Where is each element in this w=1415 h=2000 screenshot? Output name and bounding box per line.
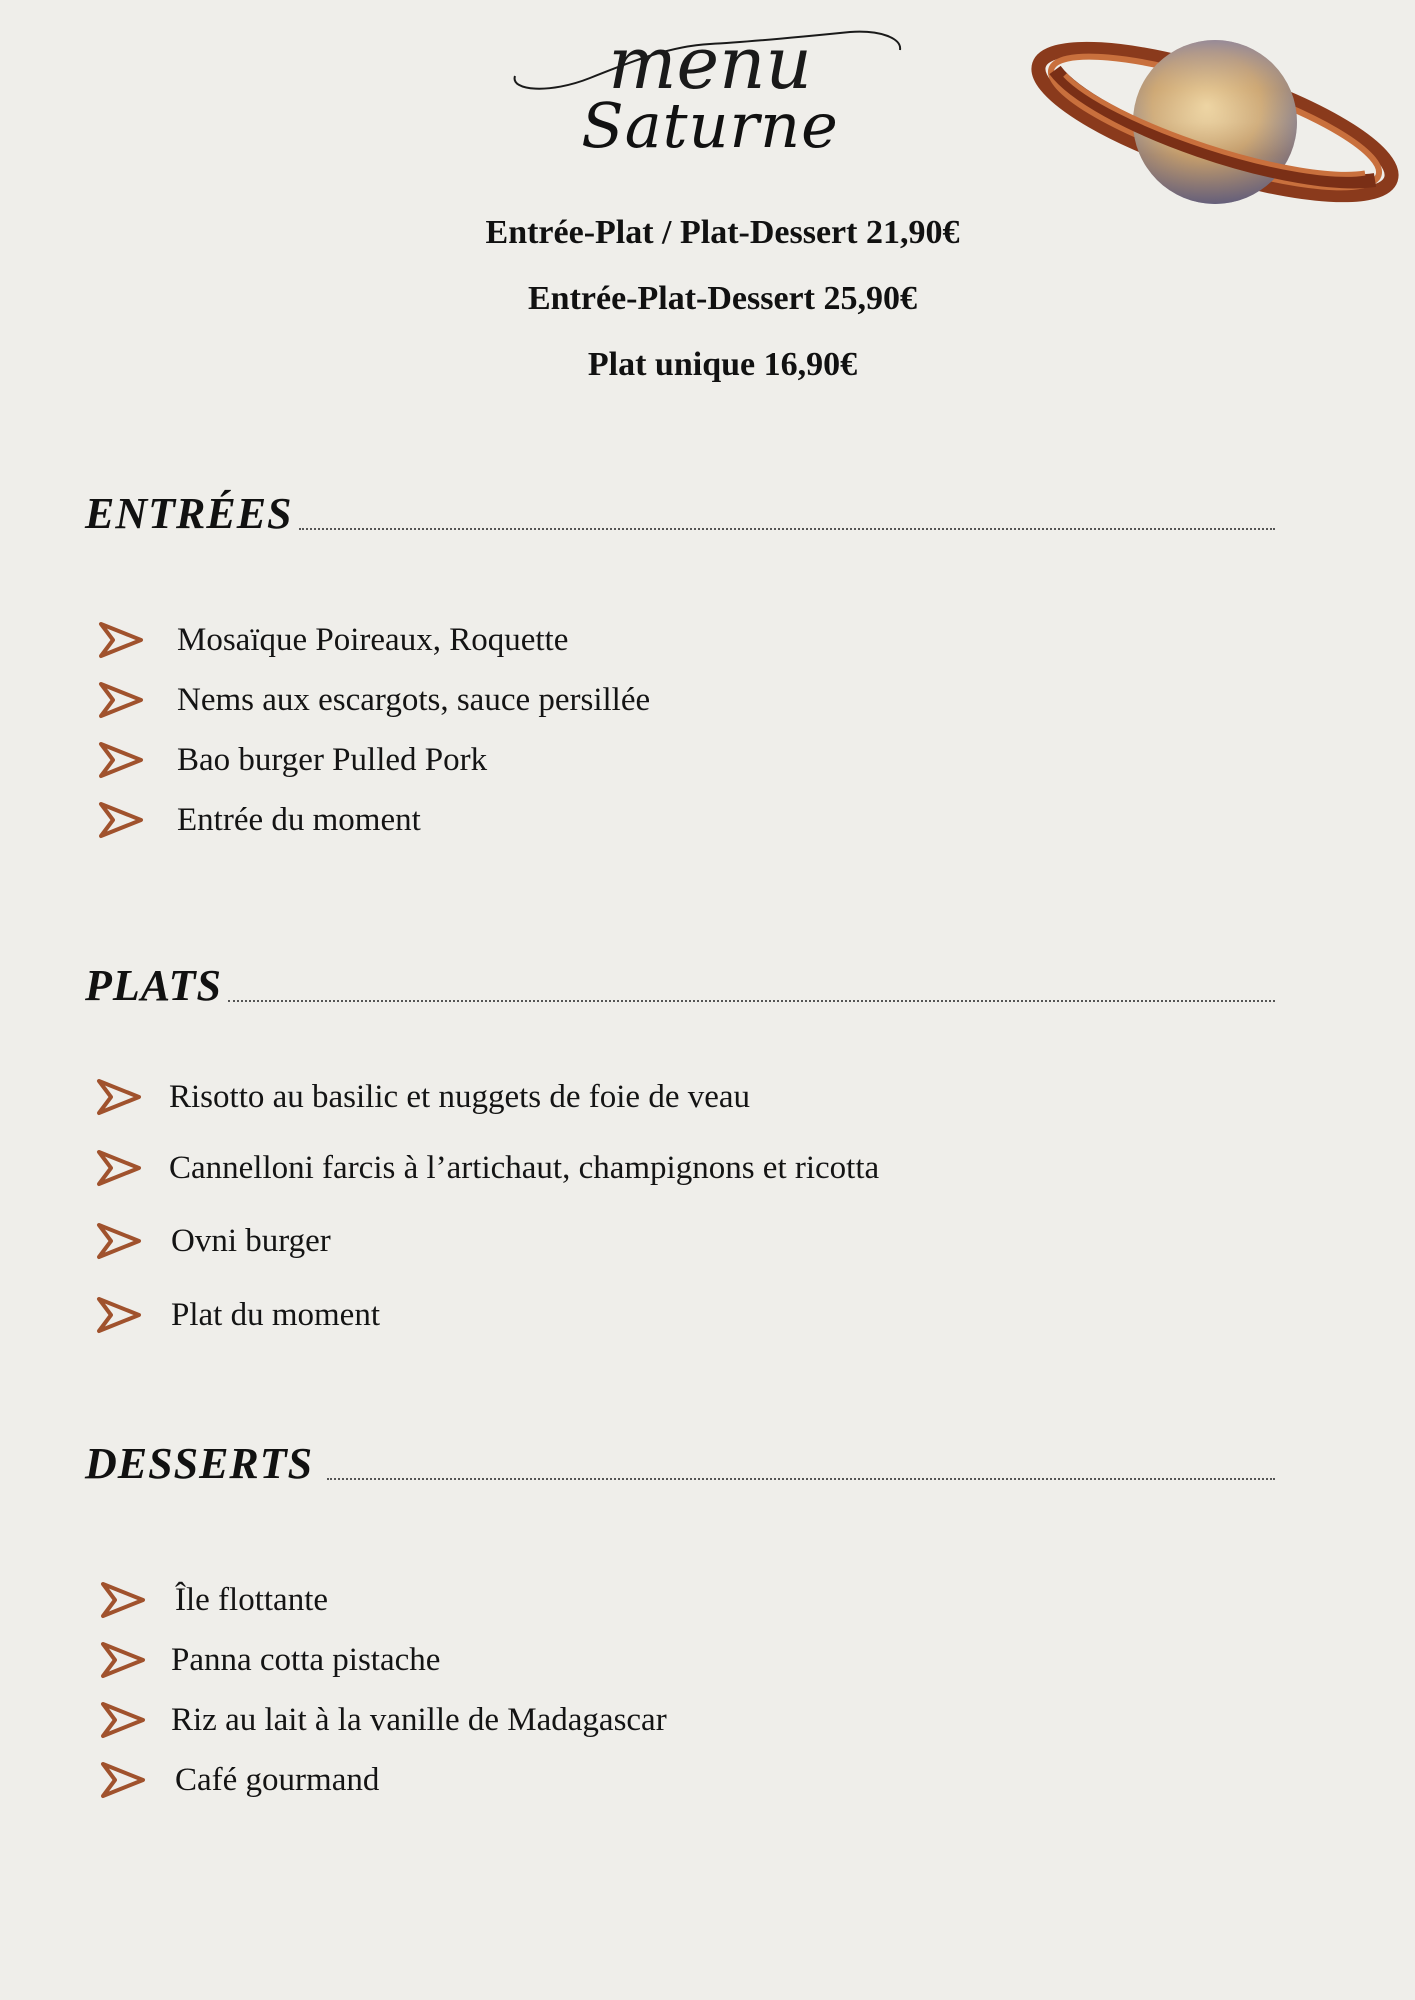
chevron-arrow-icon (97, 1578, 149, 1622)
list-item (97, 1750, 667, 1810)
item-label: Risotto au basilic et nuggets de foie de veau (169, 1078, 751, 1115)
list-item (95, 790, 650, 850)
price-single-dish: Plat unique 16,90€ (587, 346, 858, 383)
section-plats (85, 952, 1275, 1333)
price-list (0, 200, 1415, 398)
item-label: Bao burger Pulled Pork (177, 741, 488, 778)
dotted-divider (327, 1478, 1275, 1480)
price-formula-two: Entrée-Plat / Plat-Dessert 21,90€ (485, 214, 960, 251)
chevron-arrow-icon (97, 1758, 149, 1802)
item-label: Riz au lait à la vanille de Madagascar (171, 1701, 667, 1738)
dotted-divider (228, 1000, 1275, 1002)
list-item (93, 1062, 879, 1132)
section-header (85, 1430, 1275, 1486)
list-item (97, 1690, 667, 1750)
item-list (95, 610, 650, 850)
chevron-arrow-icon (93, 1075, 145, 1119)
list-item (97, 1570, 667, 1630)
list-item (93, 1132, 879, 1204)
item-label: Entrée du moment (177, 801, 421, 838)
section-entrees (85, 480, 1275, 838)
section-header (85, 952, 1275, 1008)
item-label: Nems aux escargots, sauce persillée (177, 681, 651, 718)
section-title: DESSERTS (85, 1439, 314, 1488)
section-header (85, 480, 1275, 536)
saturn-planet-icon (1025, 30, 1405, 220)
item-list (97, 1570, 667, 1810)
chevron-arrow-icon (97, 1698, 149, 1742)
item-label: Ovni burger (171, 1222, 331, 1259)
chevron-arrow-icon (97, 1638, 149, 1682)
restaurant-name: Saturne (581, 89, 839, 162)
list-item (95, 670, 650, 730)
price-formula-three: Entrée-Plat-Dessert 25,90€ (528, 280, 917, 317)
item-label: Mosaïque Poireaux, Roquette (177, 621, 569, 658)
list-item (97, 1630, 667, 1690)
item-label: Café gourmand (175, 1761, 380, 1798)
list-item (93, 1204, 879, 1278)
section-desserts (85, 1430, 1275, 1798)
chevron-arrow-icon (93, 1219, 145, 1263)
item-label: Panna cotta pistache (171, 1641, 441, 1678)
chevron-arrow-icon (95, 798, 147, 842)
chevron-arrow-icon (93, 1146, 145, 1190)
section-title: PLATS (85, 961, 223, 1010)
list-item (93, 1278, 879, 1352)
chevron-arrow-icon (95, 678, 147, 722)
section-title: ENTRÉES (85, 489, 293, 538)
item-list (93, 1062, 879, 1352)
item-label: Cannelloni farcis à l’artichaut, champignons et ricotta (169, 1149, 880, 1186)
item-label: Île flottante (175, 1581, 329, 1618)
item-label: Plat du moment (171, 1296, 380, 1333)
list-item (95, 610, 650, 670)
chevron-arrow-icon (95, 738, 147, 782)
list-item (95, 730, 650, 790)
chevron-arrow-icon (95, 618, 147, 662)
dotted-divider (299, 528, 1275, 530)
chevron-arrow-icon (93, 1293, 145, 1337)
svg-text:menu: menu (608, 21, 812, 105)
